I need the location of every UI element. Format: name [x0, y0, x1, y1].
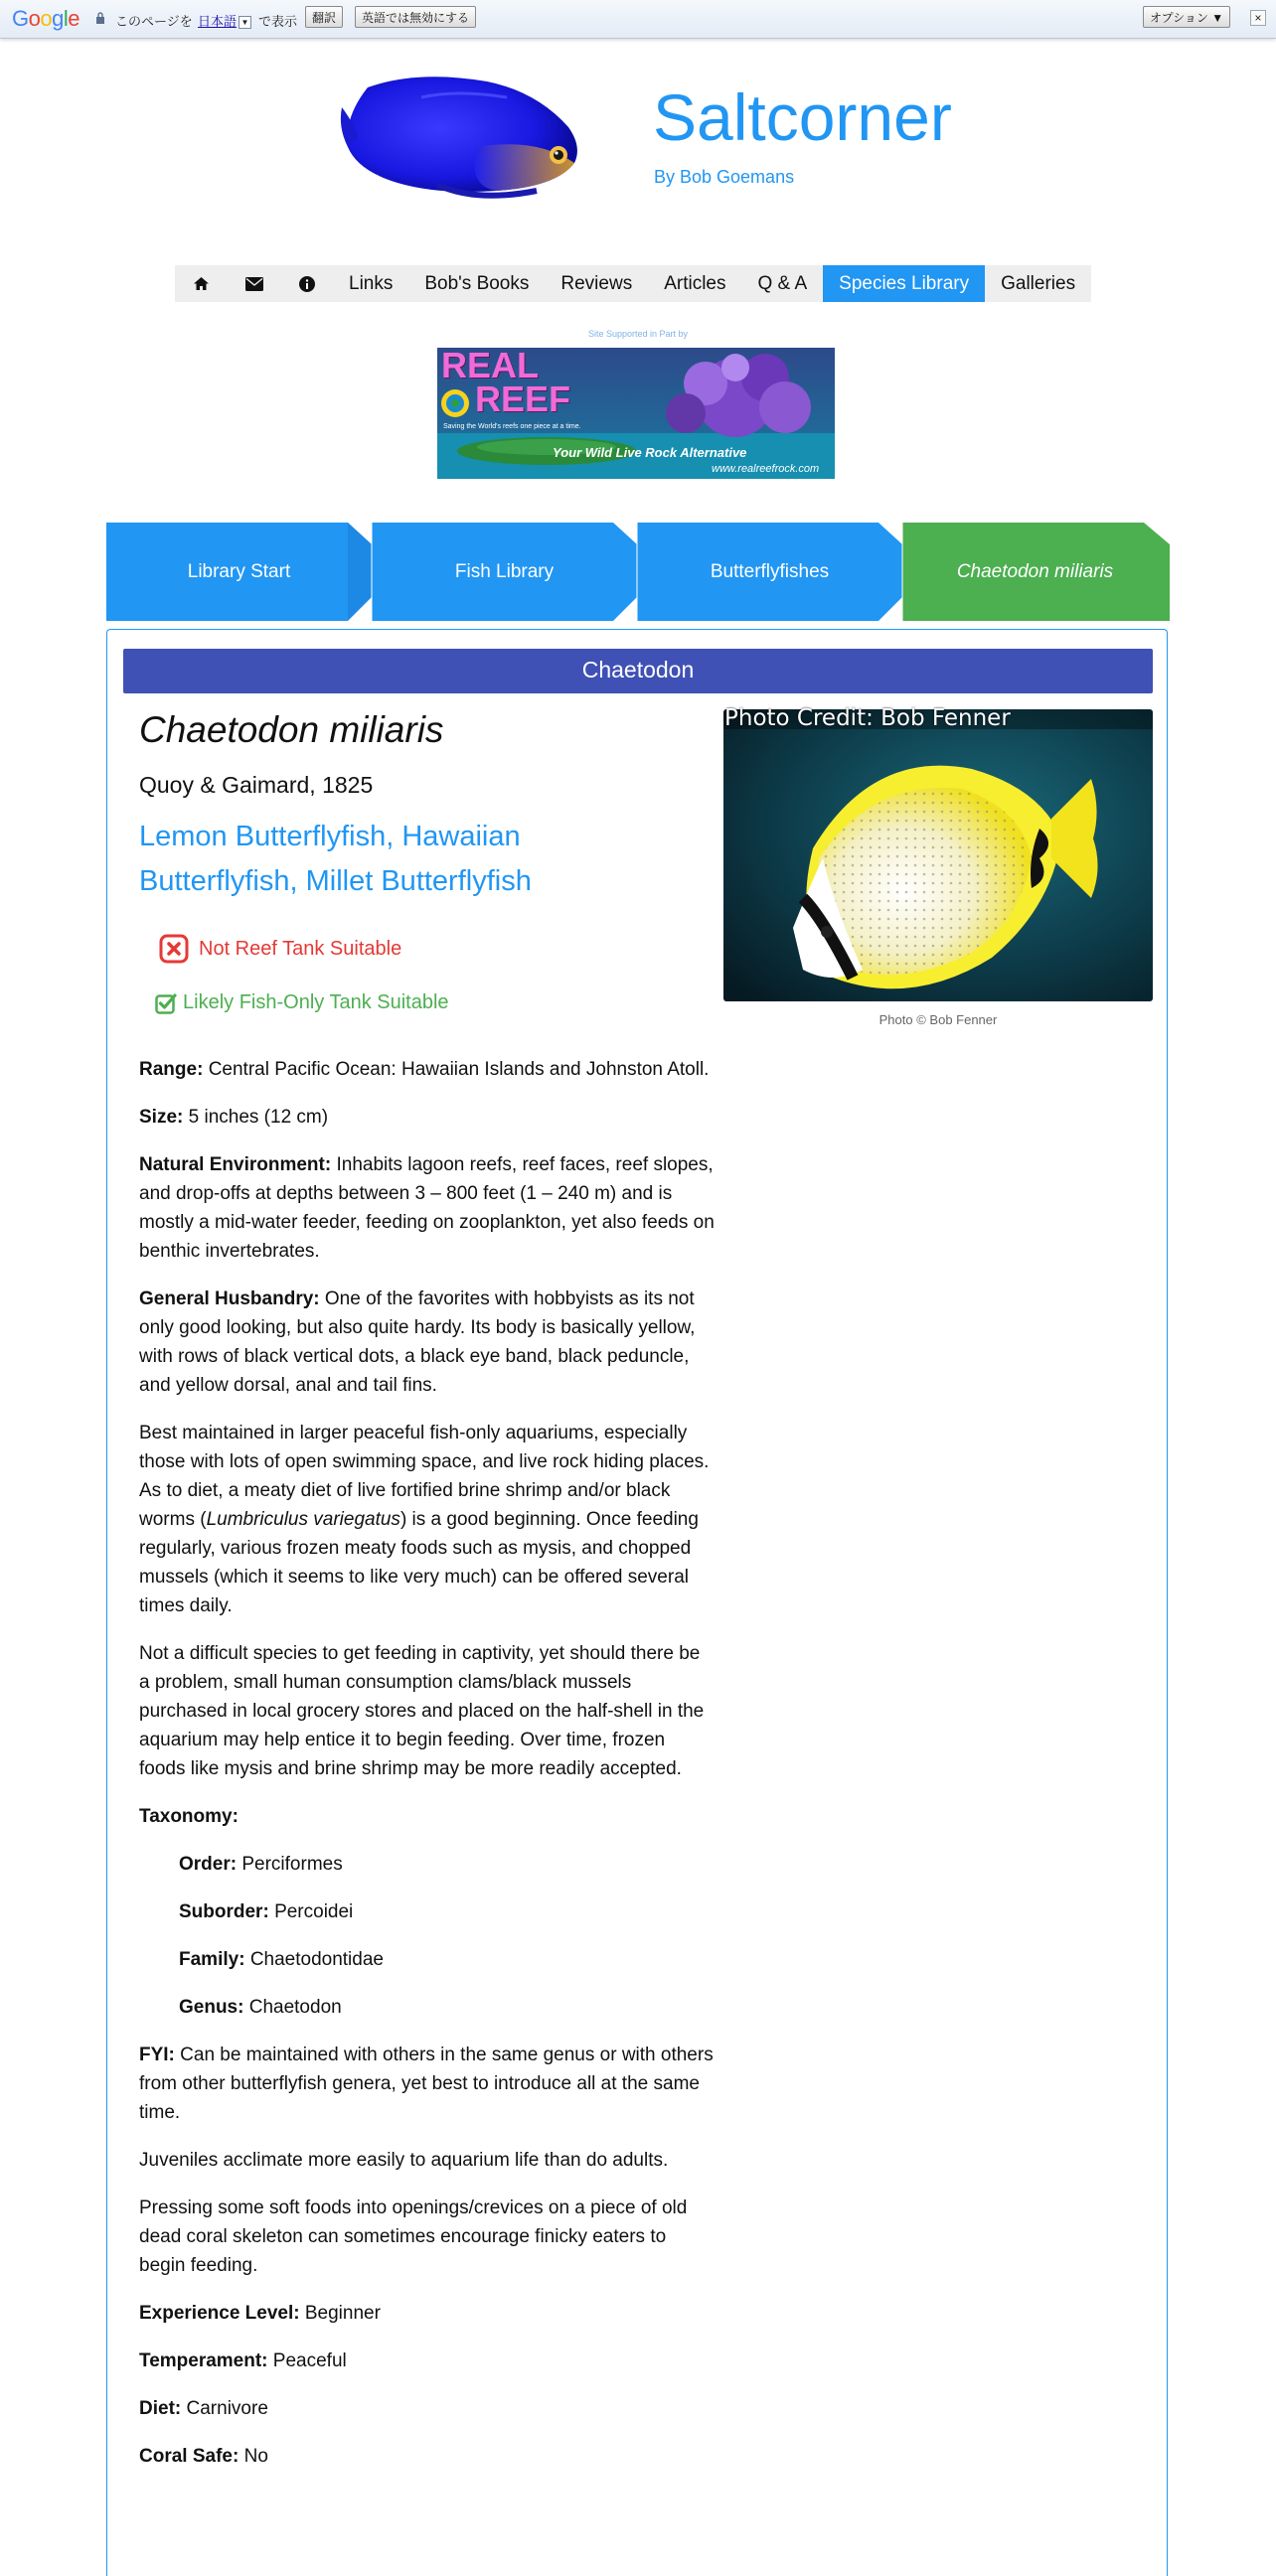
- nav-about[interactable]: [281, 265, 333, 302]
- taxonomy-genus: [179, 1993, 716, 2022]
- taxonomy-suborder: [179, 1897, 716, 1926]
- translate-prefix: このページを: [115, 14, 193, 29]
- info-icon: [299, 276, 315, 292]
- nav-species-library[interactable]: Species Library: [823, 265, 985, 302]
- breadcrumb-library-start[interactable]: Library Start: [187, 560, 291, 582]
- coral-safe-label: Coral Safe:: [139, 2446, 239, 2467]
- husbandry-value: One of the favorites with hobbyists as its not only good looking, but also quite hardy. Its body is basically yellow, with rows of black vertical dots, a black eye band, black peduncle, and yellow dorsal, anal and tail fins.: [139, 1288, 696, 1396]
- x-square-icon: [159, 934, 189, 964]
- disable-english-button[interactable]: 英語では無効にする: [355, 6, 476, 28]
- feeding-paragraph: Not a difficult species to get feeding in captivity, yet should there be a problem, small human consumption clams/black mussels purchased in local grocery stores and placed on the half-shell in the aquarium may help entice it to begin feeding. Over time, frozen foods like mysis and brine shrimp may be more readily accepted.: [139, 1643, 705, 1779]
- sponsor-label: Site Supported in Part by: [587, 329, 689, 339]
- family-label: Family:: [179, 1949, 245, 1970]
- nav-reviews[interactable]: Reviews: [560, 273, 633, 294]
- coral-safe-section: [139, 2442, 716, 2471]
- size-section: [139, 1103, 716, 1132]
- nav-home[interactable]: [175, 265, 228, 302]
- banner-title-reef: REEF: [475, 379, 571, 419]
- nav-books[interactable]: Bob's Books: [424, 273, 530, 294]
- nav-links[interactable]: Links: [349, 273, 394, 294]
- breadcrumb-butterflyfishes[interactable]: Butterflyfishes: [710, 560, 830, 582]
- options-button[interactable]: オプション ▼: [1143, 6, 1230, 28]
- species-details: [139, 1055, 716, 2490]
- species-photo[interactable]: [723, 709, 1153, 1001]
- taxonomy-heading: [139, 1802, 716, 1831]
- family-value: Chaetodontidae: [249, 1949, 384, 1970]
- range-value: Central Pacific Ocean: Hawaiian Islands and Johnston Atoll.: [208, 1059, 710, 1080]
- temperament-section: [139, 2347, 716, 2375]
- nav-qa[interactable]: Q & A: [757, 273, 808, 294]
- banner-slogan: Your Wild Live Rock Alternative: [553, 445, 747, 460]
- genus-value: Chaetodon: [248, 1997, 342, 2018]
- genus-label: Genus:: [179, 1997, 244, 2018]
- experience-section: [139, 2299, 716, 2328]
- translate-suffix: で表示: [258, 14, 298, 29]
- language-dropdown[interactable]: ▼: [239, 16, 251, 29]
- fish-only-suitability: [155, 991, 449, 1014]
- breadcrumb: [106, 523, 1170, 621]
- diet-paragraph-species: Lumbriculus variegatus: [206, 1509, 400, 1530]
- close-icon[interactable]: ×: [1250, 10, 1266, 26]
- fyi-label: FYI:: [139, 2045, 175, 2065]
- nav-articles[interactable]: Articles: [664, 273, 726, 294]
- husbandry-label: General Husbandry:: [139, 1288, 320, 1309]
- lock-icon: [95, 12, 105, 24]
- banner-url: www.realreefrock.com: [712, 463, 820, 475]
- breadcrumb-current: Chaetodon miliaris: [956, 560, 1114, 582]
- temperament-value: Peaceful: [272, 2350, 347, 2371]
- site-subtitle: By Bob Goemans: [654, 167, 795, 187]
- banner-title-real: REAL: [441, 348, 539, 385]
- fyi-section: [139, 2041, 716, 2127]
- translate-bar: [0, 0, 1276, 39]
- range-label: Range:: [139, 1059, 204, 1080]
- taxonomy-order: [179, 1850, 716, 1879]
- diet-paragraph: [139, 1419, 716, 1620]
- nav-contact[interactable]: [228, 265, 281, 302]
- home-icon: [193, 276, 210, 291]
- range-section: [139, 1055, 716, 1084]
- coral-safe-value: No: [243, 2446, 268, 2467]
- scientific-name: Chaetodon miliaris: [139, 709, 444, 750]
- size-label: Size:: [139, 1107, 184, 1128]
- main-nav: [175, 265, 1091, 302]
- diet-paragraph-start: Best maintained in larger peaceful fish-only aquariums, especially those with lots of open swimming space, and live rock hiding places. As to diet, a meaty diet of live fortified brine shrimp and/or black worms (: [139, 1423, 710, 1530]
- suborder-value: Percoidei: [274, 1901, 354, 1922]
- genus-header: Chaetodon: [123, 649, 1153, 693]
- reef-suitability: [159, 934, 401, 964]
- experience-label: Experience Level:: [139, 2303, 300, 2324]
- diet-paragraph-end: ) is a good beginning. Once feeding regularly, various frozen meaty foods such as mysis, and chopped mussels (which it seems to like very much) can be offered several times daily.: [139, 1509, 699, 1616]
- site-title[interactable]: Saltcorner: [653, 80, 952, 154]
- photo-credit-overlay: Photo Credit: Bob Fenner: [724, 705, 1011, 731]
- diet-value: Carnivore: [186, 2398, 268, 2419]
- experience-value: Beginner: [304, 2303, 381, 2324]
- reef-suitability-text: Not Reef Tank Suitable: [199, 937, 402, 960]
- banner-tagline: Saving the World's reefs one piece at a time.: [443, 423, 581, 430]
- google-logo: Google: [12, 6, 80, 31]
- nav-galleries[interactable]: Galleries: [1001, 273, 1076, 294]
- order-value: Perciformes: [241, 1854, 343, 1875]
- size-value: 5 inches (12 cm): [188, 1107, 329, 1128]
- fyi-value: Can be maintained with others in the same genus or with others from other butterflyfish genera, yet best to introduce all at the same time.: [139, 2045, 714, 2123]
- language-link[interactable]: 日本語: [198, 14, 238, 29]
- taxonomy-label: Taxonomy:: [139, 1806, 239, 1827]
- environment-value: Inhabits lagoon reefs, reef faces, reef slopes, and drop-offs at depths between 3 – 800 feet (1 – 240 m) and is mostly a mid-water feeder, feeding on zooplankton, yet also feeds on benthic invertebrates.: [139, 1154, 715, 1262]
- diet-label: Diet:: [139, 2398, 182, 2419]
- translate-button[interactable]: 翻訳: [305, 6, 343, 28]
- species-author: Quoy & Gaimard, 1825: [139, 772, 374, 798]
- husbandry-section: [139, 1285, 716, 1400]
- fish-only-suitability-text: Likely Fish-Only Tank Suitable: [183, 991, 449, 1013]
- check-square-icon: [155, 992, 177, 1014]
- diet-section: [139, 2394, 716, 2423]
- common-names: Lemon Butterflyfish, Hawaiian Butterflyfish, Millet Butterflyfish: [139, 821, 532, 897]
- environment-section: [139, 1150, 716, 1266]
- taxonomy-family: [179, 1945, 716, 1974]
- site-logo[interactable]: [338, 68, 604, 203]
- order-label: Order:: [179, 1854, 238, 1875]
- suborder-label: Suborder:: [179, 1901, 269, 1922]
- envelope-icon: [245, 277, 263, 291]
- juveniles-paragraph: Juveniles acclimate more easily to aquarium life than do adults.: [139, 2150, 669, 2171]
- photo-caption: Photo © Bob Fenner: [878, 1012, 998, 1027]
- sponsor-banner[interactable]: [437, 348, 835, 479]
- breadcrumb-fish-library[interactable]: Fish Library: [454, 560, 555, 582]
- temperament-label: Temperament:: [139, 2350, 268, 2371]
- soft-foods-paragraph: Pressing some soft foods into openings/crevices on a piece of old dead coral skeleton can sometimes encourage finicky eaters to begin feeding.: [139, 2197, 688, 2276]
- environment-label: Natural Environment:: [139, 1154, 332, 1175]
